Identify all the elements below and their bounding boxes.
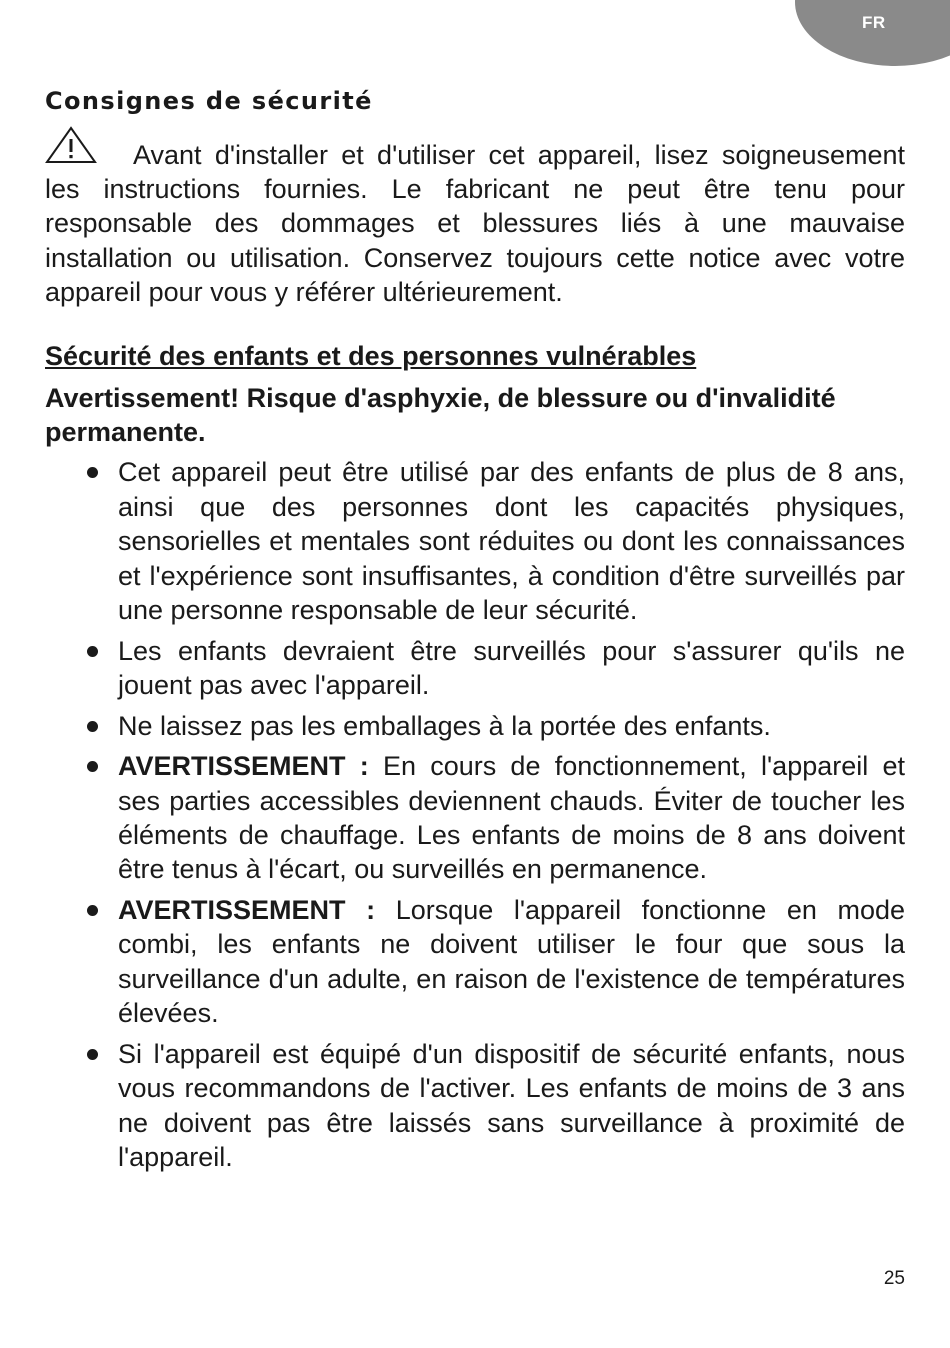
bullet-icon	[87, 721, 98, 732]
intro-text: Avant d'installer et d'utiliser cet appareil, lisez soigneusement les instructions fournies. Le fabricant ne peut être tenu pour responsable des dommages et blessures liés à une mauvaise installation ou utilisation. Conservez toujours cette notice avec votre appareil pour vous y référer ultérieurement.	[45, 140, 905, 307]
section-warning: Avertissement! Risque d'asphyxie, de blessure ou d'invalidité permanente.	[45, 383, 836, 448]
item-text: Les enfants devraient être surveillés pour s'assurer qu'ils ne jouent pas avec l'appareil.	[118, 635, 905, 701]
bullet-icon	[87, 646, 98, 657]
bullet-icon	[87, 761, 98, 772]
language-tab	[795, 0, 950, 66]
list-item	[45, 709, 905, 743]
bullet-icon	[87, 1049, 98, 1060]
item-text: Si l'appareil est équipé d'un dispositif de sécurité enfants, nous vous recommandons de l'activer. Les enfants de moins de 3 ans ne doivent pas être laissés sans surveillance à proximité de l'appareil.	[118, 1038, 905, 1173]
page-number: 25	[883, 1268, 905, 1289]
language-label: FR	[862, 13, 886, 32]
section-title: Sécurité des enfants et des personnes vulnérables	[45, 341, 697, 372]
list-item	[45, 749, 905, 887]
warning-triangle-icon	[45, 126, 97, 166]
safety-list	[45, 455, 905, 1174]
item-text: Ne laissez pas les emballages à la portée des enfants.	[118, 710, 771, 741]
list-item	[45, 893, 905, 1031]
item-label: AVERTISSEMENT :	[118, 751, 369, 782]
bullet-icon	[87, 905, 98, 916]
item-label: AVERTISSEMENT :	[118, 895, 376, 926]
list-item	[45, 634, 905, 703]
page-content	[45, 84, 905, 1181]
list-item	[45, 1037, 905, 1175]
list-item	[45, 455, 905, 627]
page-title: Consignes de sécurité	[45, 87, 373, 115]
intro-paragraph	[45, 126, 905, 309]
item-text: En cours de fonctionnement, l'appareil et ses parties accessibles deviennent chauds. Éviter de toucher les éléments de chauffage. Les enfants de moins de 8 ans doivent être tenus à l'écart, ou surveillés en permanence.	[118, 751, 905, 885]
item-text: Cet appareil peut être utilisé par des enfants de plus de 8 ans, ainsi que des personnes dont les capacités physiques, sensorielles et mentales sont réduites ou dont les connaissances et l'expérience sont insuffisantes, à condition d'être surveillés par une personne responsable de leur sécurité.	[118, 457, 905, 626]
bullet-icon	[87, 467, 98, 478]
item-text: Lorsque l'appareil fonctionne en mode combi, les enfants ne doivent utiliser le four que sous la surveillance d'un adulte, en raison de l'existence de températures élevées.	[118, 895, 905, 1029]
